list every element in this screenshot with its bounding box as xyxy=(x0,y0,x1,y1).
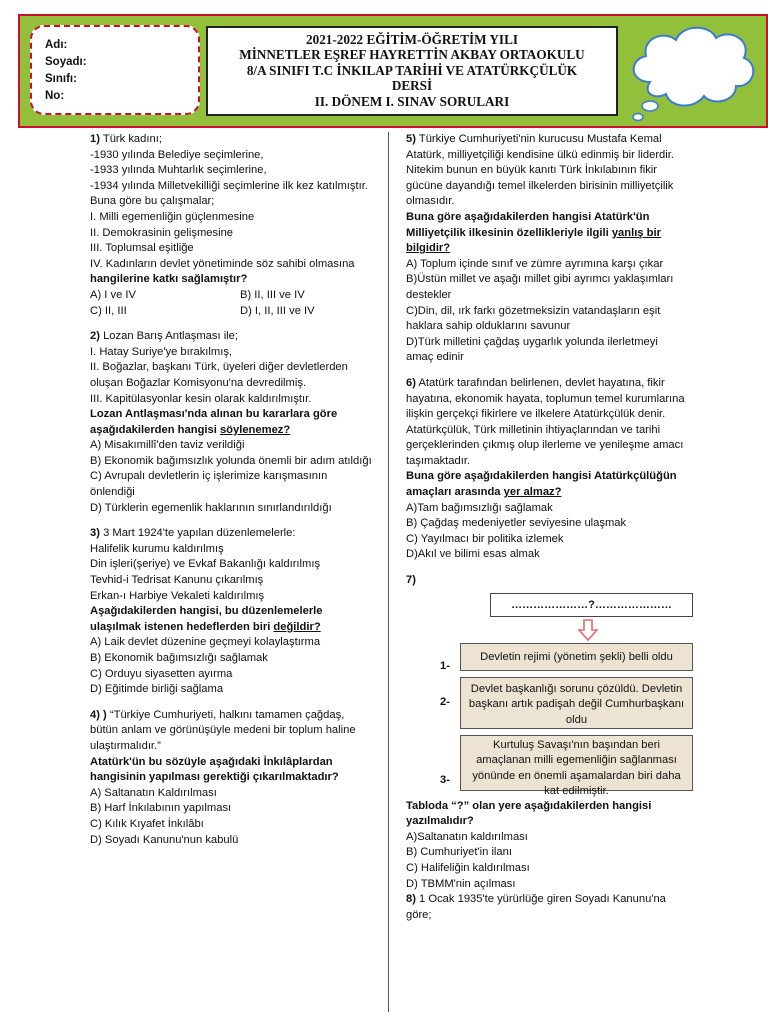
question-number: 6) xyxy=(406,376,416,389)
question-stem xyxy=(90,407,374,438)
option-c[interactable]: C) Kılık Kıyafet İnkılâbı xyxy=(90,817,204,830)
question-5 xyxy=(406,132,686,366)
option-b[interactable]: B) Çağdaş medeniyetler seviyesine ulaşmak xyxy=(406,517,627,530)
question-number: 2) xyxy=(90,330,100,343)
stem-emphasis: değildir? xyxy=(273,620,321,633)
title-line: 8/A SINIFI T.C İNKILAP TARİHİ VE ATATÜRKÇÜLÜK xyxy=(246,62,578,78)
question-stem xyxy=(406,210,686,257)
option-b[interactable]: B)Üstün millet ve aşağı millet gibi ayrımcı yaklaşımları destekler xyxy=(406,273,674,301)
option-c[interactable]: C) Yayılmacı bir politika izlemek xyxy=(406,532,564,545)
option-c[interactable]: C) Halifeliğin kaldırılması xyxy=(406,862,530,874)
surname-label: Soyadı: xyxy=(45,56,87,68)
stem-emphasis: söylenemez? xyxy=(219,423,291,436)
left-column xyxy=(90,132,374,858)
question-number: 8) xyxy=(406,893,416,906)
student-info-box xyxy=(30,25,200,115)
question-stem xyxy=(406,469,686,500)
option-b[interactable]: B) II, III ve IV xyxy=(240,288,305,301)
option-c[interactable]: C)Din, dil, ırk farkı gözetmeksizin vatandaşların eşit haklara sahip olduklarını savunur xyxy=(406,304,661,333)
option-d[interactable]: D) I, II, III ve IV xyxy=(240,304,315,317)
option-a[interactable]: A) Toplum içinde sınıf ve zümre ayrımına karşı çıkar xyxy=(406,257,664,270)
question-number: 4) ) xyxy=(90,708,107,721)
exam-header xyxy=(18,14,768,128)
question-text: I. Hatay Suriye'ye bırakılmış, xyxy=(90,345,233,358)
question-text: II. Demokrasinin gelişmesine xyxy=(90,226,234,239)
title-line: II. DÖNEM I. SINAV SORULARI xyxy=(314,93,510,109)
question-number: 7) xyxy=(406,574,416,587)
stem-emphasis: yer almaz? xyxy=(503,486,562,499)
question-text: Türkiye Cumhuriyeti'nin kurucusu Mustafa Kemal Atatürk, milliyetçiliği kendisine ülkü edinmiş bir liderdir. Nitekim bunun en büyük kanıtı Türk İnkılabının fikir gücüne dayandığı temel ilkelerden birisinin milliyetçilik olmasıdır. xyxy=(406,133,674,208)
question-text: Din işleri(şeriye) ve Evkaf Bakanlığı kaldırılmış xyxy=(90,558,321,571)
option-a[interactable]: A)Saltanatın kaldırılması xyxy=(406,830,528,843)
question-text: Buna göre bu çalışmalar; xyxy=(90,195,215,208)
class-label: Sınıfı: xyxy=(45,73,77,85)
option-c[interactable]: C) Avrupalı devletlerin iç işlerimize karışmasının önlendiği xyxy=(90,470,328,499)
question-text: II. Boğazlar, başkanı Türk, üyeleri diğer devletlerden oluşan Boğazlar Komisyonu'na devredilmiş. xyxy=(90,361,348,389)
question-text: I. Milli egemenliğin güçlenmesine xyxy=(90,210,255,223)
stem-text: Lozan Antlaşması'nda alınan bu kararlara göre aşağıdakilerden hangisi xyxy=(90,408,338,436)
question-text: IV. Kadınların devlet yönetiminde söz sahibi olmasına xyxy=(90,257,355,270)
question-text: -1933 yılında Muhtarlık seçimlerine, xyxy=(90,164,267,177)
question-number: 1) xyxy=(90,133,100,145)
stem-text: Buna göre aşağıdakilerden hangisi Atatürk'ün Milliyetçilik ilkesinin özellikleriyle ilgili xyxy=(406,210,650,239)
cloud-icon xyxy=(620,20,760,124)
question-7-diagram xyxy=(406,591,686,799)
question-1 xyxy=(90,132,374,319)
down-arrow-icon xyxy=(578,619,598,641)
option-d[interactable]: D)Akıl ve bilimi esas almak xyxy=(406,548,540,561)
title-line: MİNNETLER EŞREF HAYRETTİN AKBAY ORTAOKULU xyxy=(239,47,585,63)
row-number: 3- xyxy=(440,773,450,786)
name-label: Adı: xyxy=(45,39,68,51)
answer-options xyxy=(90,288,374,319)
number-label: No: xyxy=(45,90,65,102)
question-stem: Tabloda “?” olan yere aşağıdakilerden hangisi yazılmalıdır? xyxy=(406,799,652,828)
question-8 xyxy=(406,892,686,923)
question-text: Atatürk tarafından belirlenen, devlet hayatına, fikir hayatına, ekonomik hayata, toplumun temel kurumlarına ilişkin gerçekçi fikirlere ve ilkelere Atatürkçülük denir. Atatürkçülük, Türk milletinin ihtiyaçlarından ve tarihi gerçeklerinden çıkmış olup ilerleme ve yenileşme amacı taşımaktadır. xyxy=(406,376,685,467)
question-text: 1 Ocak 1935'te yürürlüğe giren Soyadı Kanunu'na göre; xyxy=(406,893,666,921)
row-number: 1- xyxy=(440,659,450,672)
option-d[interactable]: D) Türklerin egemenlik haklarının sınırlandırıldığı xyxy=(90,501,332,514)
title-line: DERSİ xyxy=(391,78,433,94)
question-number: 5) xyxy=(406,133,416,145)
diagram-row-1: Devletin rejimi (yönetim şekli) belli oldu xyxy=(460,643,693,671)
question-text: Lozan Barış Antlaşması ile; xyxy=(103,330,239,343)
question-text: “Türkiye Cumhuriyeti, halkını tamamen çağdaş, bütün anlam ve görünüşüyle medeni bir toplum haline ulaştırmalıdır.” xyxy=(90,708,356,752)
column-divider xyxy=(388,132,389,1012)
question-text: Türk kadını; xyxy=(102,133,162,145)
right-column xyxy=(406,132,686,923)
diagram-row-2: Devlet başkanlığı sorunu çözüldü. Devletin başkanı artık padişah değil Cumhurbaşkanı oldu xyxy=(460,677,693,729)
question-text: Erkan-ı Harbiye Vekaleti kaldırılmış xyxy=(90,589,265,602)
option-b[interactable]: B) Harf İnkılabının yapılması xyxy=(90,802,232,815)
option-a[interactable]: A) I ve IV xyxy=(90,288,137,301)
question-3 xyxy=(90,526,374,698)
option-a[interactable]: A) Laik devlet düzenine geçmeyi kolaylaştırma xyxy=(90,636,321,649)
diagram-row-3: Kurtuluş Savaşı'nın başından beri amaçlanan milli egemenliğin sağlanması yönünde en önemli aşamalardan biri daha kat edilmiştir. xyxy=(460,735,693,791)
option-d[interactable]: D) Soyadı Kanunu'nun kabulü xyxy=(90,833,239,846)
question-stem xyxy=(90,604,374,635)
row-number: 2- xyxy=(440,695,450,708)
question-text: Halifelik kurumu kaldırılmış xyxy=(90,542,224,555)
question-text: -1934 yılında Milletvekilliği seçimlerine ilk kez katılmıştır. xyxy=(90,179,368,192)
option-a[interactable]: A) Misakımillî'den taviz verildiği xyxy=(90,439,245,452)
stem-emphasis: yanlış bir bilgidir? xyxy=(406,226,661,255)
question-text: -1930 yılında Belediye seçimlerine, xyxy=(90,148,264,161)
option-a[interactable]: A) Saltanatın Kaldırılması xyxy=(90,786,217,799)
question-stem: Atatürk'ün bu sözüyle aşağıdaki İnkılâplardan hangisinin yapılması gerektiği çıkarılmaktadır? xyxy=(90,755,339,784)
option-d[interactable]: D)Türk milletini çağdaş uygarlık yolunda ilerletmeyi amaç edinir xyxy=(406,335,658,364)
title-line: 2021-2022 EĞİTİM-ÖĞRETİM YILI xyxy=(306,32,518,47)
exam-title-box xyxy=(206,26,618,116)
question-number: 3) xyxy=(90,527,100,540)
question-text: III. Toplumsal eşitliğe xyxy=(90,242,194,255)
question-7 xyxy=(406,573,686,892)
stem-text: Aşağıdakilerden hangisi, bu düzenlemelerle ulaşılmak istenen hedeflerden biri xyxy=(90,605,323,633)
blank-box: …………………?………………… xyxy=(490,593,693,617)
question-6 xyxy=(406,376,686,563)
option-a[interactable]: A)Tam bağımsızlığı sağlamak xyxy=(406,501,553,514)
question-text: Tevhid-i Tedrisat Kanunu çıkarılmış xyxy=(90,574,264,587)
option-d[interactable]: D) TBMM'nin açılması xyxy=(406,877,516,890)
stem-text: Buna göre aşağıdakilerden hangisi Atatürkçülüğün amaçları arasında xyxy=(406,470,677,499)
option-c[interactable]: C) II, III xyxy=(90,304,127,317)
question-text: 3 Mart 1924'te yapılan düzenlemelerle: xyxy=(103,527,296,540)
question-4 xyxy=(90,708,374,848)
option-c[interactable]: C) Orduyu siyasetten ayırma xyxy=(90,667,233,680)
question-2 xyxy=(90,329,374,516)
question-stem: hangilerine katkı sağlamıştır? xyxy=(90,273,248,286)
option-d[interactable]: D) Eğitimde birliği sağlama xyxy=(90,683,224,696)
option-b[interactable]: B) Ekonomik bağımsızlığı sağlamak xyxy=(90,652,268,664)
option-b[interactable]: B) Ekonomik bağımsızlık yolunda önemli bir adım atıldığı xyxy=(90,454,372,467)
option-b[interactable]: B) Cumhuriyet'in ilanı xyxy=(406,846,512,859)
question-text: III. Kapitülasyonlar kesin olarak kaldırılmıştır. xyxy=(90,392,312,405)
